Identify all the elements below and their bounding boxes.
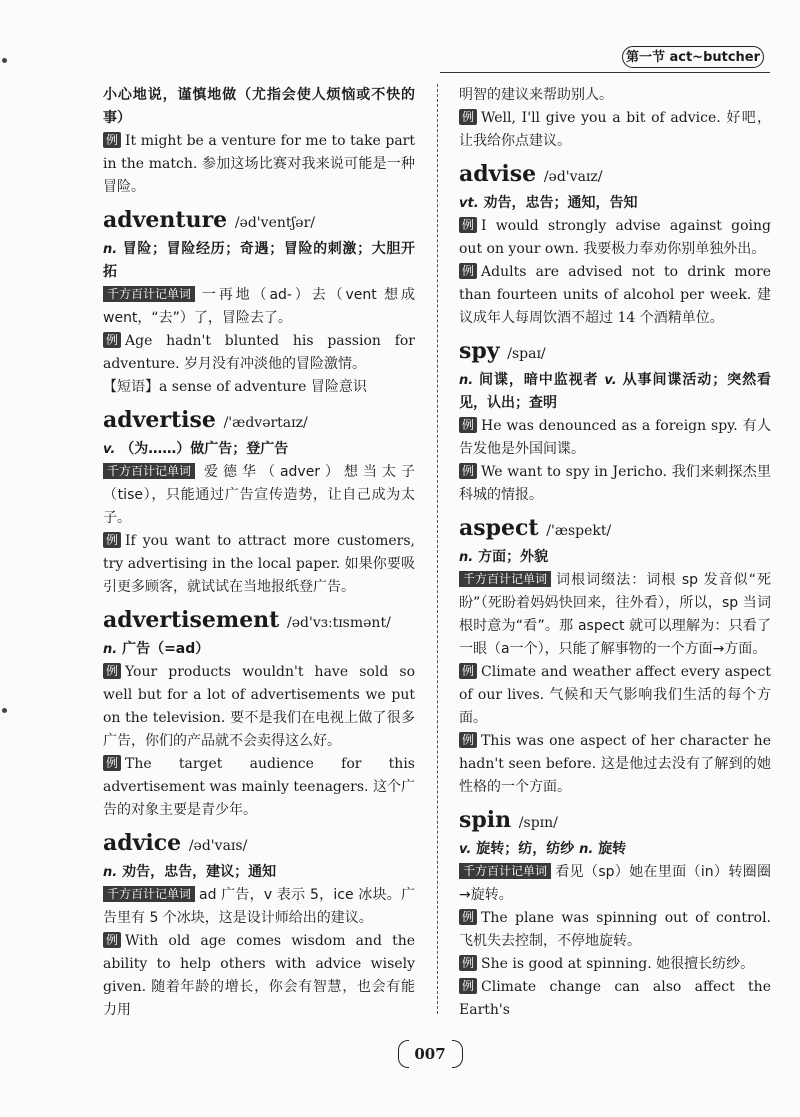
example: [459, 976, 771, 1022]
definition: [103, 238, 415, 284]
example-text: She is good at spinning. 她很擅长纺纱。: [481, 956, 755, 972]
entry-advertisement: [103, 605, 415, 822]
section-header: 第一节 act~butcher: [622, 46, 764, 68]
entry-adventure: [103, 205, 415, 399]
entry-spy: [459, 336, 771, 507]
example: [459, 107, 771, 153]
part-of-speech: n.: [579, 842, 594, 857]
example-tag: 例: [459, 978, 477, 994]
definition-text: 劝告，忠告，建议；通知: [122, 864, 277, 880]
part-of-speech: v.: [459, 842, 472, 857]
binding-dot: [2, 58, 7, 63]
example-tag: 例: [459, 955, 477, 971]
example-text: If you want to attract more customers, try advertising in the local paper. 如果你要吸引更多顾客，就试试在当地报纸登广告。: [103, 533, 415, 595]
pronunciation: /əd'vaɪz/: [543, 169, 603, 185]
mnemonic-tag: 千方百计记单词: [459, 571, 551, 587]
binding-dot: [2, 708, 7, 713]
headword: [459, 513, 771, 546]
mnemonic-text: 看见（sp）她在里面（in）转圈圈→旋转。: [459, 864, 771, 903]
part-of-speech: n.: [103, 865, 118, 880]
example: [459, 415, 771, 461]
part-of-speech: n.: [459, 373, 474, 388]
example-tag: 例: [103, 932, 121, 948]
page-number: 007: [414, 1045, 446, 1063]
mnemonic: [103, 284, 415, 330]
headword-text: advise: [459, 161, 537, 187]
headword-text: advice: [103, 830, 182, 856]
headword-text: advertisement: [103, 607, 280, 633]
headword: [103, 405, 415, 438]
example: [459, 461, 771, 507]
example-text: I would strongly advise against going out on your own. 我要极力奉劝你别单独外出。: [459, 218, 771, 257]
example: [103, 930, 415, 1022]
mnemonic-tag: 千方百计记单词: [103, 886, 195, 902]
phrase-text: a sense of adventure 冒险意识: [159, 379, 367, 395]
example-tag: 例: [459, 217, 477, 233]
mnemonic: [103, 461, 415, 530]
mnemonic-text: 词根词缀法：词根 sp 发音似“死盼”（死盼着妈妈快回来，往外看），所以，sp 当词根时意为“看”。那 aspect 就可以理解为：只看了一眼（a一个），只能了解事物的一个方面→方面。: [459, 572, 771, 657]
mnemonic-tag: 千方百计记单词: [459, 863, 551, 879]
example-tag: 例: [459, 732, 477, 748]
headword-text: spin: [459, 807, 512, 833]
example-tag: 例: [103, 532, 121, 548]
phrase-tag: 【短语】: [103, 379, 159, 395]
entry-advise: [459, 159, 771, 330]
example-text: Climate and weather affect every aspect of our lives. 气候和天气影响我们生活的每个方面。: [459, 664, 771, 726]
example: [103, 330, 415, 376]
definition: [103, 861, 415, 884]
intro-definition: 小心地说，谨慎地做（尤指会使人烦恼或不快的事）: [103, 87, 415, 126]
part-of-speech: n.: [103, 242, 118, 257]
pronunciation: /'ædvərtaɪz/: [223, 415, 308, 431]
headword: [103, 828, 415, 861]
definition: [459, 369, 771, 415]
definition: [459, 546, 771, 569]
example-tag: 例: [459, 463, 477, 479]
example-text: Adults are advised not to drink more than fourteen units of alcohol per week. 建议成年人每周饮酒不超过 14 个酒精单位。: [459, 264, 771, 326]
example-tag: 例: [459, 417, 477, 433]
example-text: Age hadn't blunted his passion for adventure. 岁月没有冲淡他的冒险激情。: [103, 333, 415, 372]
part-of-speech: n.: [103, 642, 118, 657]
definition: [459, 838, 771, 861]
mnemonic-text: 一再地（ad-）去（vent 想成 went，“去”）了，冒险去了。: [103, 287, 415, 326]
example-tag: 例: [103, 663, 121, 679]
definition-text: （为……）做广告；登广告: [120, 441, 289, 457]
entry-aspect: [459, 513, 771, 799]
example-tag: 例: [103, 132, 121, 148]
definition-text: 方面；外貌: [478, 549, 549, 565]
phrase: [103, 376, 415, 399]
headword-text: spy: [459, 338, 500, 364]
example-text: It might be a venture for me to take part in the match. 参加这场比赛对我来说可能是一种冒险。: [103, 133, 415, 195]
continued-text: 明智的建议来帮助别人。: [459, 87, 613, 103]
example-tag: 例: [103, 755, 121, 771]
definition-text: 间谍，暗中监视者: [479, 372, 599, 388]
definition-text: 旋转；纺，纺纱: [476, 841, 575, 857]
headword: [103, 205, 415, 238]
headword-text: aspect: [459, 515, 539, 541]
example-text: Your products wouldn't have sold so well but for a lot of advertisements we put on the television. 要不是我们在电视上做了很多广告，你们的产品就不会卖得这么好。: [103, 664, 415, 749]
definition-text: 从事间谍活动；突然看见，认出；查明: [459, 372, 772, 411]
example-tag: 例: [459, 663, 477, 679]
mnemonic-text: 爱德华（adver）想当太子（tise），只能通过广告宣传造势，让自己成为太子。: [103, 464, 415, 526]
part-of-speech: vt.: [459, 196, 479, 211]
part-of-speech: v.: [103, 442, 116, 457]
mnemonic: [459, 569, 771, 661]
example: [459, 953, 771, 976]
pronunciation: /əd'vɜːtɪsmənt/: [287, 615, 391, 631]
pronunciation: /'æspekt/: [546, 523, 612, 539]
mnemonic: [103, 884, 415, 930]
part-of-speech: v.: [604, 373, 617, 388]
example: [459, 261, 771, 330]
example: [103, 753, 415, 822]
example-text: The plane was spinning out of control. 飞机失去控制，不停地旋转。: [459, 910, 771, 949]
headword: [459, 159, 771, 192]
entry-advice: [103, 828, 415, 1022]
column-divider: [437, 84, 438, 1014]
header-rule: [440, 72, 770, 73]
example: [459, 730, 771, 799]
definition: [459, 192, 771, 215]
headword: [459, 336, 771, 369]
example-text: We want to spy in Jericho. 我们来刺探杰里科城的情报。: [459, 464, 771, 503]
mnemonic-tag: 千方百计记单词: [103, 463, 195, 479]
example: [103, 130, 415, 199]
headword: [103, 605, 415, 638]
example-text: Climate change can also affect the Earth's: [459, 979, 771, 1018]
mnemonic-tag: 千方百计记单词: [103, 286, 195, 302]
pronunciation: /əd'ventʃər/: [234, 215, 315, 231]
example: [459, 661, 771, 730]
pronunciation: /əd'vaɪs/: [188, 838, 248, 854]
definition: [103, 438, 415, 461]
example-text: The target audience for this advertisement was mainly teenagers. 这个广告的对象主要是青少年。: [103, 756, 415, 818]
definition-text: 冒险；冒险经历；奇遇；冒险的刺激；大胆开拓: [103, 241, 416, 280]
headword-text: advertise: [103, 407, 216, 433]
example-tag: 例: [459, 109, 477, 125]
example-text: With old age comes wisdom and the ability to help others with advice wisely given. 随着年龄的增长，你会有智慧，也会有能力用: [103, 933, 415, 1018]
headword: [459, 805, 771, 838]
example: [459, 215, 771, 261]
definition: [103, 638, 415, 661]
mnemonic: [459, 861, 771, 907]
definition-text: 劝告，忠告；通知，告知: [483, 195, 638, 211]
right-column: [459, 84, 771, 1022]
definition-text: 旋转: [598, 841, 627, 857]
headword-text: adventure: [103, 207, 228, 233]
entry-spin: [459, 805, 771, 1022]
pronunciation: /spɪn/: [518, 815, 558, 831]
example: [459, 907, 771, 953]
example-tag: 例: [459, 909, 477, 925]
mnemonic-text: ad 广告，v 表示 5，ice 冰块。广告里有 5 个冰块，这是设计师给出的建议。: [103, 887, 415, 926]
part-of-speech: n.: [459, 550, 474, 565]
example-tag: 例: [459, 263, 477, 279]
example-tag: 例: [103, 332, 121, 348]
entry-advertise: [103, 405, 415, 599]
pronunciation: /spaɪ/: [507, 346, 546, 362]
example-text: Well, I'll give you a bit of advice. 好吧，让我给你点建议。: [459, 110, 771, 149]
left-column: [103, 84, 415, 1022]
example: [103, 530, 415, 599]
example-text: This was one aspect of her character he hadn't seen before. 这是他过去没有了解到的她性格的一个方面。: [459, 733, 771, 795]
example-text: He was denounced as a foreign spy. 有人告发他是外国间谍。: [459, 418, 771, 457]
example: [103, 661, 415, 753]
definition-text: 广告（=ad）: [122, 641, 210, 657]
